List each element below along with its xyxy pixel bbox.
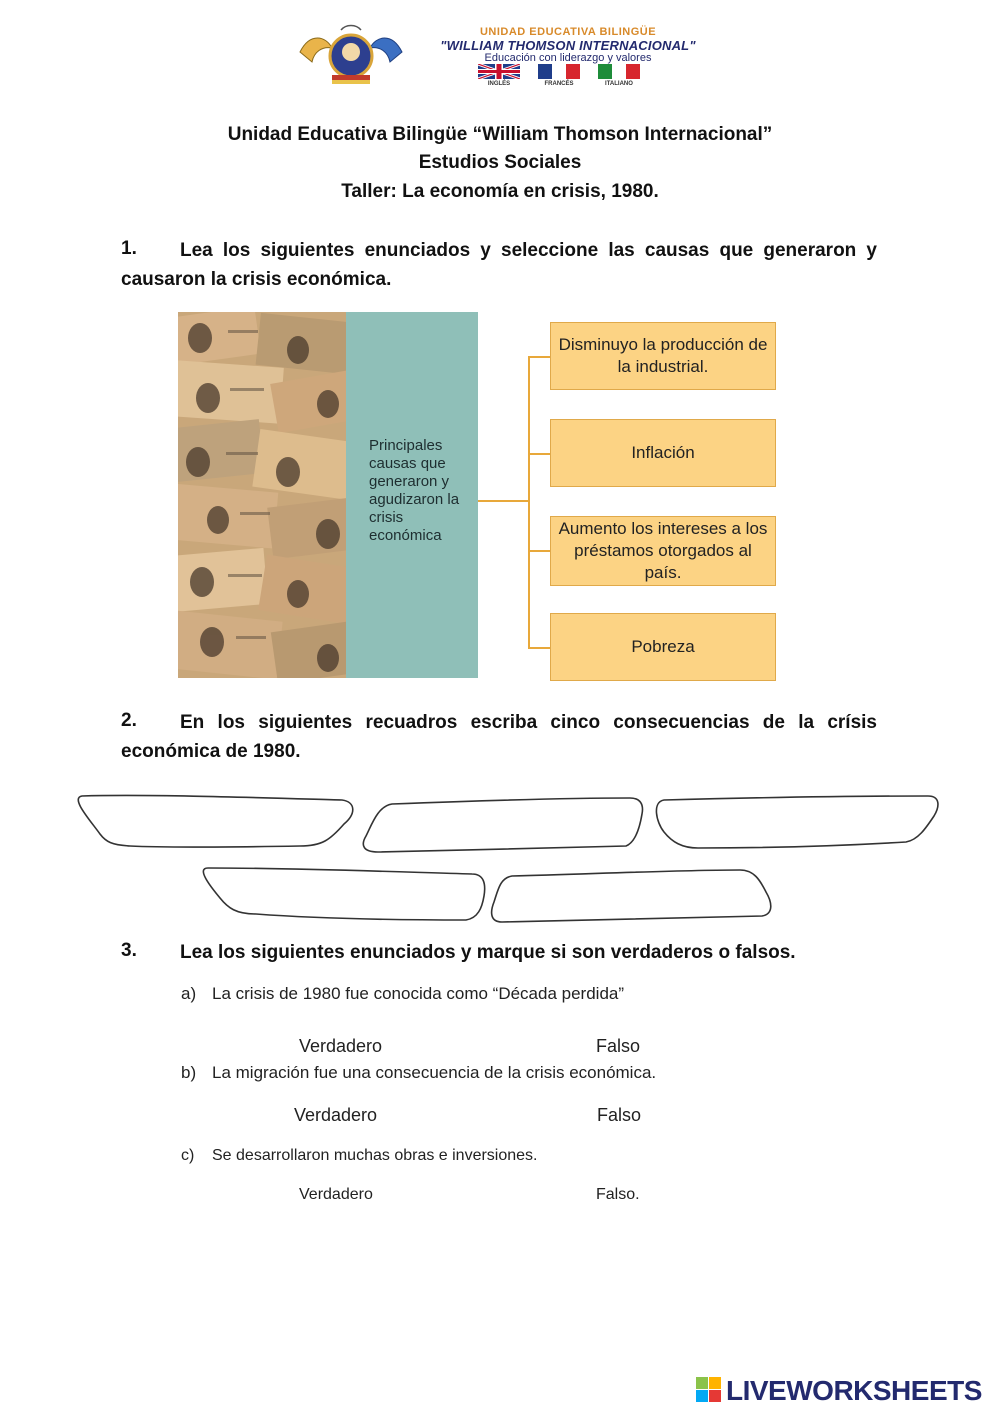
liveworksheets-brand: LIVEWORKSHEETS [726,1375,982,1406]
connector-branch-1 [528,356,550,358]
question-1-number: 1. [121,238,137,259]
answer-boxes-area [60,784,960,934]
question-1-text: Lea los siguientes enunciados y seleccione las causas que generaron y causaron la crisis económica. [121,240,877,290]
question-2-text: En los siguientes recuadros escriba cinco consecuencias de la crísis económica de 1980. [121,712,877,762]
question-3-number: 3. [121,940,137,961]
item-c-statement: Se desarrollaron muchas obras e inversiones. [212,1147,538,1164]
banknotes-image [178,312,346,678]
answer-box-1[interactable] [78,795,352,847]
item-a-false-option[interactable]: Falso [596,1036,641,1056]
answer-box-4[interactable] [203,868,484,920]
item-b-true-option[interactable]: Verdadero [294,1105,378,1125]
subject-title: Estudios Sociales [418,152,582,173]
uk-flag-icon [478,64,520,79]
connector-main [478,500,529,502]
item-a-statement: La crisis de 1980 fue conocida como “Década perdida” [212,984,625,1003]
liveworksheets-logo-icon [696,1377,722,1403]
flag-label-french: FRANCÉS [544,81,574,87]
connector-branch-3 [528,550,550,552]
item-a-true-option[interactable]: Verdadero [299,1036,383,1056]
france-flag-icon [538,64,580,79]
institution-title: Unidad Educativa Bilingüe “William Thomson Internacional” [227,124,773,145]
item-c-letter: c) [181,1147,195,1164]
cause-option-1[interactable]: Disminuyo la producción de la industrial. [550,322,776,390]
item-c-false-option[interactable]: Falso. [596,1186,640,1203]
connector-branch-2 [528,453,550,455]
question-2-number: 2. [121,710,137,731]
flag-label-english: INGLÉS [487,81,511,87]
school-logo-text [418,26,718,64]
item-b-false-option[interactable]: Falso [597,1105,642,1125]
flag-label-italian: ITALIANO [605,81,633,87]
item-b-letter: b) [181,1063,197,1082]
answer-box-3[interactable] [656,796,938,848]
causes-diagram-title: Principales causas que generaron y agudizaron la crisis económica [369,437,460,544]
answer-box-5[interactable] [492,870,771,922]
cause-option-3[interactable]: Aumento los intereses a los préstamos otorgados al país. [550,516,776,586]
italy-flag-icon [598,64,640,79]
question-3-text: Lea los siguientes enunciados y marque si son verdaderos o falsos. [180,942,796,963]
answer-box-2[interactable] [363,798,642,852]
logo-line-3: Educación con liderazgo y valores [484,52,652,64]
connector-branch-4 [528,647,550,649]
logo-line-1: UNIDAD EDUCATIVA BILINGÜE [479,26,657,38]
logo-line-2: "WILLIAM THOMSON INTERNACIONAL" [440,38,696,53]
item-a-letter: a) [181,984,197,1003]
connector-vertical [528,356,530,648]
cause-option-2[interactable]: Inflación [550,419,776,487]
workshop-title: Taller: La economía en crisis, 1980. [341,181,659,202]
cause-option-4[interactable]: Pobreza [550,613,776,681]
item-b-statement: La migración fue una consecuencia de la crisis económica. [212,1063,657,1082]
school-crest-logo [292,22,410,88]
item-c-true-option[interactable]: Verdadero [299,1186,373,1203]
